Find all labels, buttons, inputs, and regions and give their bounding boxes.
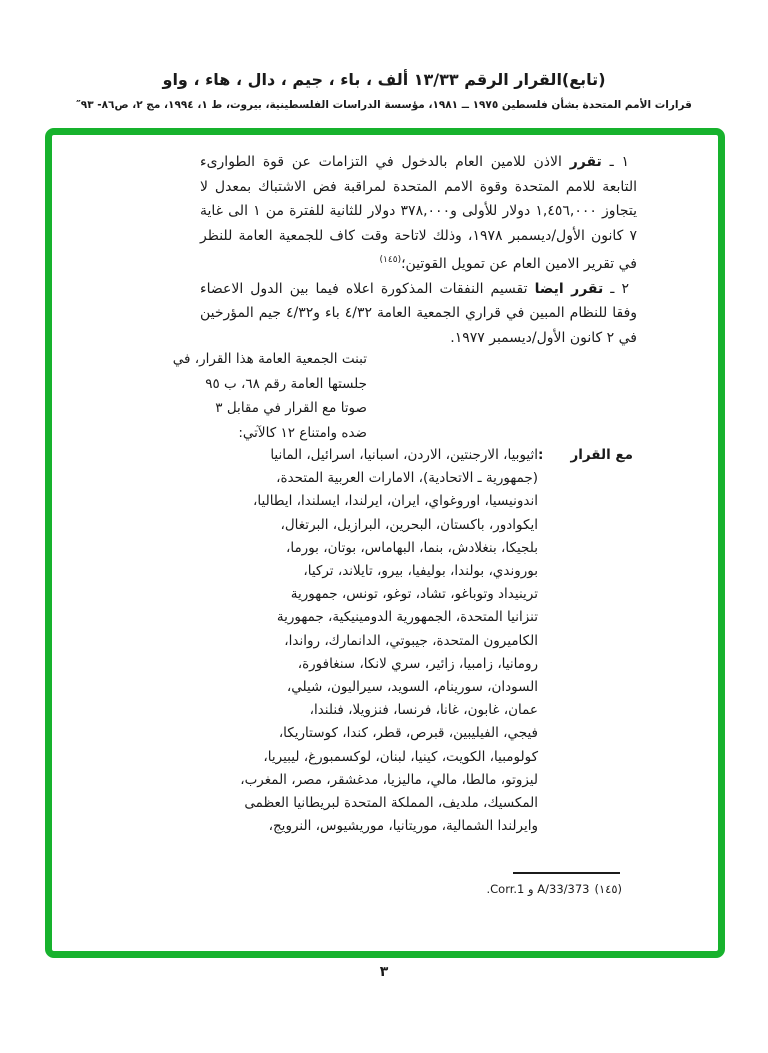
adoption-note bbox=[172, 347, 367, 445]
footnote-145 bbox=[486, 882, 622, 896]
page-title: (تابع)القرار الرقم ١٣/٣٣ ألف ، باء ، جيم ، دال ، هاء ، واو bbox=[162, 70, 606, 89]
paragraph-1-text: الاذن للامين العام بالدخول في التزامات عن قوة الطوارىء التابعة للامم المتحدة وقوة الامم المتحدة لمراقبة فض الاشتباك بمعدل لا يتجاوز ١,٤٥٦,٠٠٠ دولار للأولى و٣٧٨,٠٠٠ دولار للثانية للفترة من ١ الى غاية ٧ كانون الأول/ديسمبر ١٩٧٨، وذلك لاتاحة وقت كاف للجمعية العامة للنظر في تقرير الامين العام عن تمويل القوتين؛ bbox=[200, 154, 637, 272]
paragraph-1-lead: تقرر bbox=[569, 154, 602, 170]
vote-with-label: مع القرار bbox=[570, 447, 633, 463]
country-line: رومانيا، زامبيا، زائير، سري لانكا، سنغافورة، bbox=[297, 655, 538, 672]
footnote-divider bbox=[513, 872, 620, 874]
adoption-line: ضده وامتناع ١٢ كالآتي: bbox=[238, 424, 367, 441]
vote-with-label-cell bbox=[538, 444, 633, 467]
country-line: المكسيك، ملديف، المملكة المتحدة لبريطانيا العظمى bbox=[244, 795, 538, 812]
country-line: الكاميرون المتحدة، جيبوتي، الدانمارك، رواندا، bbox=[284, 632, 538, 649]
country-line: بلجيكا، بنغلادش، بنما، البهاماس، بوتان، بورما، bbox=[285, 539, 538, 556]
source-citation: قرارات الأمم المتحدة بشأن فلسطين ١٩٧٥ ــ ١٩٨١، مؤسسة الدراسات الفلسطينية، بيروت، ط ١، ١٩٩٤، مج ٢، ص٨٦- ٩٣″ bbox=[76, 99, 692, 111]
vote-with-country-list bbox=[221, 444, 538, 838]
country-line: تنزانيا المتحدة، الجمهورية الدومينيكية، جمهورية bbox=[276, 609, 538, 626]
vote-with-colon: : bbox=[538, 447, 544, 463]
resolution-body bbox=[200, 150, 637, 350]
paragraph-1-number: ١ ـ bbox=[601, 154, 629, 170]
country-line: عمان، غابون، غانا، فرنسا، فنزويلا، فنلندا، bbox=[309, 702, 538, 719]
country-line: السودان، سورينام، السويد، سيراليون، شيلي، bbox=[286, 679, 538, 696]
country-line: (جمهورية ـ الاتحادية)، الامارات العربية المتحدة، bbox=[276, 470, 538, 487]
paragraph-2 bbox=[200, 277, 637, 351]
footnote-marker: (١٤٥) bbox=[594, 882, 622, 896]
country-line: وايرلندا الشمالية، موريتانيا، موريشيوس، النرويج، bbox=[268, 818, 538, 835]
paragraph-2-text: تقسيم النفقات المذكورة اعلاه فيما بين الدول الاعضاء وفقا للنظام المبين في قراري الجمعية العامة ٤/٣٢ باء و٤/٣٢ جيم المؤرخين في ٢ كانون الأول/ديسمبر ١٩٧٧. bbox=[200, 280, 638, 346]
country-line: فيجي، الفيليبين، قبرص، قطر، كندا، كوستاريكا، bbox=[278, 725, 538, 742]
country-line: كولومبيا، الكويت، كينيا، لبنان، لوكسمبورغ، ليبيريا، bbox=[263, 748, 538, 765]
paragraph-2-number: ٢ ـ bbox=[603, 280, 629, 297]
country-line: اثيوبيا، الارجنتين، الاردن، اسبانيا، اسرائيل، المانيا bbox=[270, 447, 538, 463]
country-line: بوروندي، بولندا، بوليفيا، بيرو، تايلاند، تركيا، bbox=[303, 563, 538, 580]
page-number: ٣ bbox=[379, 964, 389, 980]
paragraph-1 bbox=[200, 150, 637, 277]
adoption-line: صوتا مع القرار في مقابل ٣ bbox=[215, 400, 367, 416]
footnote-ref-145: (١٤٥) bbox=[379, 255, 402, 265]
country-line: ترينيداد وتوباغو، تشاد، توغو، تونس، جمهورية bbox=[290, 586, 538, 603]
footnote-text: A/33/373 و Corr.1. bbox=[486, 882, 590, 896]
vote-with-block bbox=[221, 444, 633, 838]
paragraph-2-lead: تقرر ايضا bbox=[534, 280, 604, 297]
country-line: ايكوادور، باكستان، البحرين، البرازيل، البرتغال، bbox=[280, 516, 538, 533]
country-line: اندونيسيا، اوروغواي، ايران، ايرلندا، ايسلندا، ايطاليا، bbox=[253, 493, 538, 510]
country-line: ليزوتو، مالطا، مالي، ماليزيا، مدغشقر، مصر، المغرب، bbox=[240, 771, 538, 788]
adoption-line: تبنت الجمعية العامة هذا القرار، في bbox=[172, 351, 367, 367]
adoption-line: جلستها العامة رقم ٦٨، ب ٩٥ bbox=[205, 375, 367, 392]
